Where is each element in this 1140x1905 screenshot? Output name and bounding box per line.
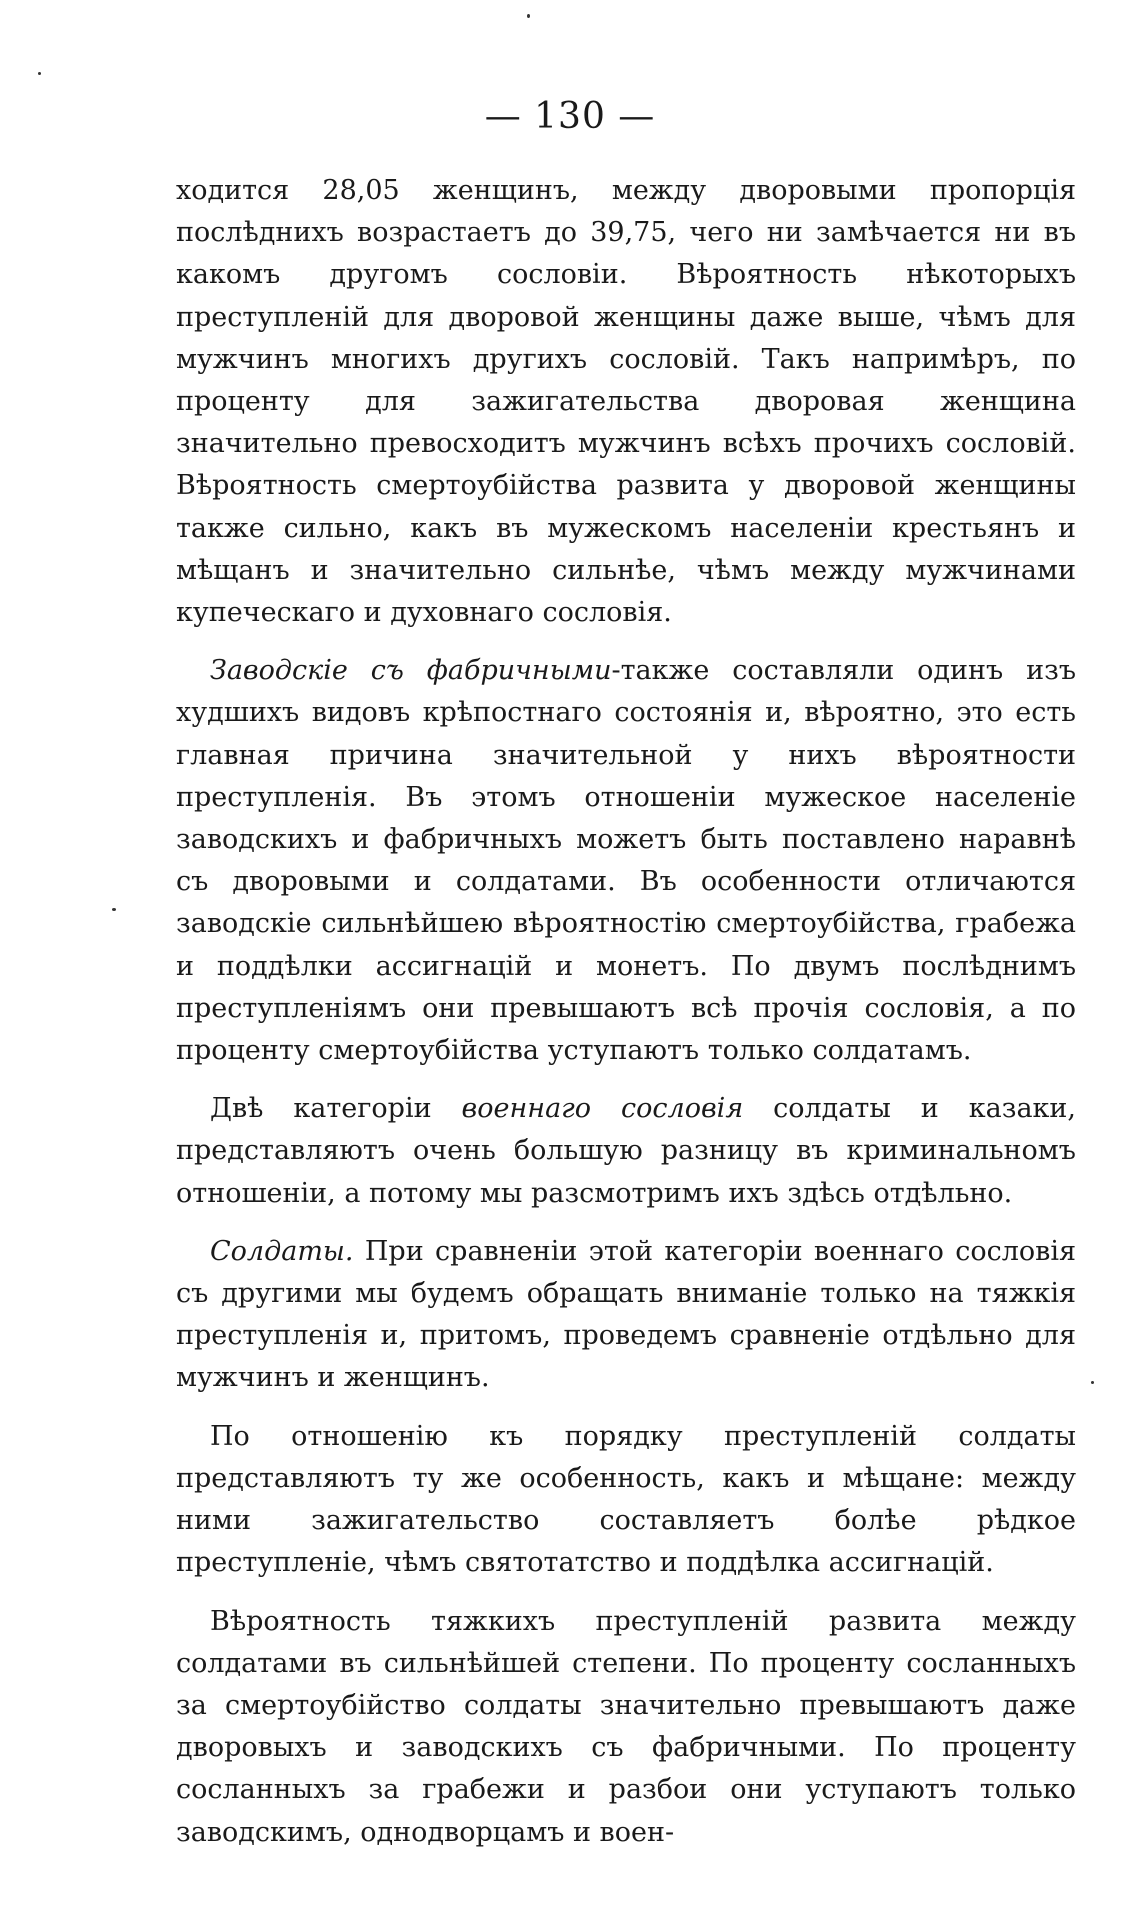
scan-speck: [38, 72, 41, 75]
paragraph-text: Вѣроятность тяжкихъ преступленій развита между солдатами въ сильнѣйшей степени. По проценту сосланныхъ за смертоубійство солдаты значительно превышаютъ даже дворовыхъ и заводскихъ съ фабричными. По проценту сосланныхъ за грабежи и разбои они уступаютъ только заводскимъ, однодворцамъ и воен-: [176, 1605, 1076, 1848]
page-number: — 130 —: [484, 96, 656, 137]
paragraph-3: [176, 1088, 1076, 1215]
paragraph-text-before: Двѣ категоріи: [210, 1093, 462, 1125]
paragraph-5: [176, 1416, 1076, 1585]
paragraph-2: [176, 650, 1076, 1072]
scan-speck: [527, 14, 530, 18]
paragraph-lead-italic: Солдаты.: [210, 1235, 354, 1267]
paragraph-text: По отношенію къ порядку преступленій солдаты представляютъ ту же особенность, какъ и мѣщане: между ними зажигательство составляетъ болѣе рѣдкое преступленіе, чѣмъ святотатство и поддѣлка ассигнацій.: [176, 1420, 1076, 1579]
paragraph-1: [176, 170, 1076, 634]
scan-speck: [112, 908, 116, 911]
paragraph-text-after: солдаты и казаки, представляютъ очень большую разницу въ криминальномъ отношеніи, а потому мы разсмотримъ ихъ здѣсь отдѣльно.: [176, 1093, 1076, 1209]
paragraph-text: ходится 28,05 женщинъ, между дворовыми пропорція послѣднихъ возрастаетъ до 39,75, чего ни замѣчается ни въ какомъ другомъ сословіи. Вѣроятность нѣкоторыхъ преступленій для дворовой женщины даже выше, чѣмъ для мужчинъ многихъ другихъ сословій. Такъ напримѣръ, по проценту для зажигательства дворовая женщина значительно превосходитъ мужчинъ всѣхъ прочихъ сословій. Вѣроятность смертоубійства развита у дворовой женщины также сильно, какъ въ мужескомъ населеніи крестьянъ и мѣщанъ и значительно сильнѣе, чѣмъ между мужчинами купеческаго и духовнаго сословія.: [176, 175, 1076, 629]
body-text: [176, 170, 1076, 1870]
paragraph-text: -также составляли одинъ изъ худшихъ видовъ крѣпостнаго состоянія и, вѣроятно, это есть главная причина значительной у нихъ вѣроятности преступленія. Въ этомъ отношеніи мужеское населеніе заводскихъ и фабричныхъ можетъ быть поставлено наравнѣ съ дворовыми и солдатами. Въ особенности отличаются заводскіе сильнѣйшею вѣроятностію смертоубійства, грабежа и поддѣлки ассигнацій и монетъ. По двумъ послѣднимъ преступленіямъ они превышаютъ всѣ прочія сословія, а по проценту смертоубійства уступаютъ только солдатамъ.: [176, 655, 1076, 1067]
paragraph-4: [176, 1231, 1076, 1400]
paragraph-6: [176, 1601, 1076, 1854]
paragraph-lead-italic: Заводскіе съ фабричными: [210, 655, 612, 687]
paragraph-text: При сравненіи этой категоріи военнаго сословія съ другими мы будемъ обращать вниманіе только на тяжкія преступленія и, притомъ, проведемъ сравненіе отдѣльно для мужчинъ и женщинъ.: [176, 1235, 1076, 1394]
paragraph-italic-term: военнаго сословія: [461, 1093, 744, 1125]
scan-speck: [1091, 1381, 1094, 1384]
